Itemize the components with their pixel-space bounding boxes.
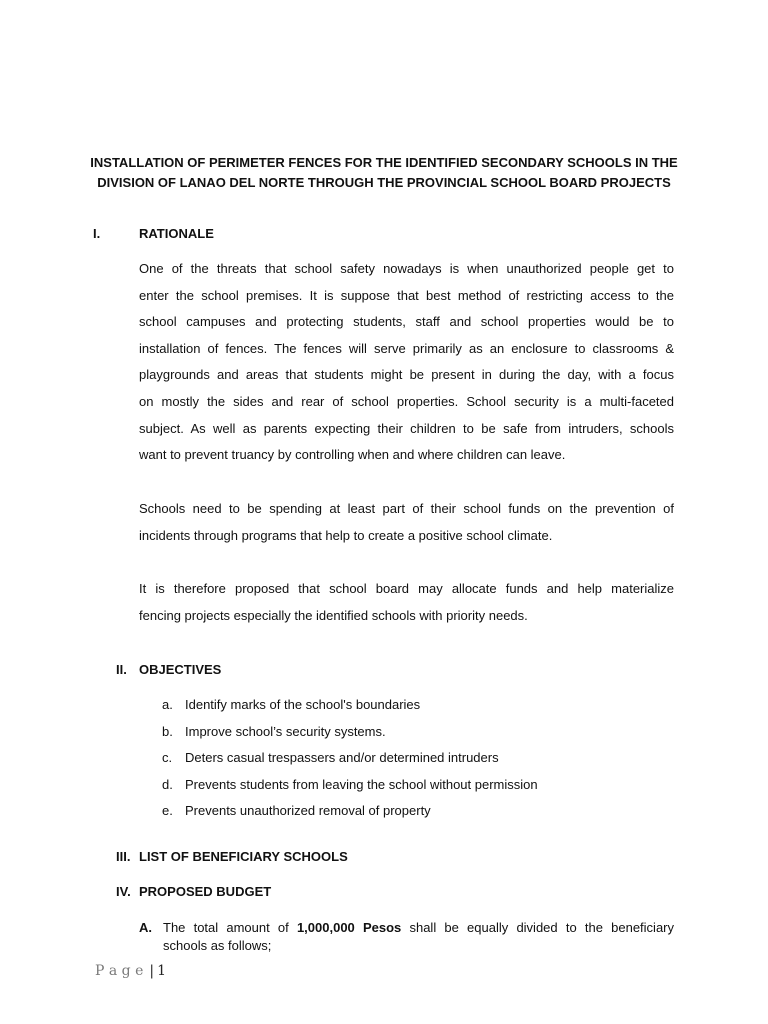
- document-title: [80, 153, 688, 193]
- paragraph-line: subject. As well as parents expecting their children to be safe from intruders, schools: [139, 420, 674, 436]
- paragraph-line: playgrounds and areas that students might be present in during the day, with a focus: [139, 367, 674, 383]
- budget-line-2: schools as follows;: [163, 938, 272, 953]
- list-marker: d.: [162, 776, 173, 792]
- section-title: LIST OF BENEFICIARY SCHOOLS: [139, 849, 348, 864]
- title-line-2: DIVISION OF LANAO DEL NORTE THROUGH THE PROVINCIAL SCHOOL BOARD PROJECTS: [97, 175, 671, 190]
- paragraph-line: It is therefore proposed that school board may allocate funds and help materialize: [139, 581, 674, 596]
- paragraph-line: incidents through programs that help to create a positive school climate.: [139, 527, 553, 543]
- page-label: P a g e: [95, 963, 144, 979]
- budget-text-before: The total amount of: [163, 920, 297, 935]
- list-item-text: Prevents unauthorized removal of property: [185, 803, 431, 818]
- budget-item: [139, 919, 674, 955]
- title-line-1: INSTALLATION OF PERIMETER FENCES FOR THE IDENTIFIED SECONDARY SCHOOLS IN THE: [90, 155, 678, 170]
- paragraph-line: enter the school premises. It is suppose that best method of restricting access to the: [139, 287, 674, 303]
- rationale-paragraph-3: [139, 576, 674, 629]
- list-marker: e.: [162, 803, 173, 818]
- list-item-text: Prevents students from leaving the school without permission: [185, 776, 538, 792]
- paragraph-line: on mostly the sides and rear of school properties. School security is a multi-faceted: [139, 393, 674, 409]
- list-item-text: Improve school’s security systems.: [185, 723, 386, 739]
- paragraph-line: want to prevent truancy by controlling when and where children can leave.: [139, 447, 566, 463]
- page-number: 1: [157, 963, 167, 979]
- rationale-paragraph-2: [139, 496, 674, 549]
- section-number: IV.: [116, 884, 131, 899]
- budget-line-1: [163, 919, 674, 937]
- budget-marker: A.: [139, 920, 152, 935]
- section-number: I.: [93, 226, 101, 241]
- list-item-text: Identify marks of the school's boundaries: [185, 697, 421, 712]
- budget-amount: 1,000,000 Pesos: [296, 920, 402, 935]
- section-title: PROPOSED BUDGET: [139, 884, 272, 899]
- page-footer: [95, 963, 166, 979]
- list-marker: b.: [162, 723, 173, 739]
- paragraph-line: fencing projects especially the identified schools with priority needs.: [139, 607, 528, 623]
- section-title: RATIONALE: [139, 226, 214, 241]
- section-title: OBJECTIVES: [139, 662, 222, 677]
- paragraph-line: Schools need to be spending at least part of their school funds on the prevention of: [139, 501, 674, 516]
- rationale-paragraph-1: [139, 256, 674, 469]
- list-item-text: Deters casual trespassers and/or determined intruders: [185, 750, 499, 765]
- list-marker: a.: [162, 697, 173, 712]
- paragraph-line: school campuses and protecting students, staff and school properties would be to: [139, 314, 674, 330]
- footer-separator: |: [149, 963, 155, 979]
- section-number: II.: [116, 662, 127, 677]
- paragraph-line: installation of fences. The fences will serve primarily as an enclosure to classrooms &: [139, 340, 674, 356]
- section-number: III.: [116, 849, 131, 864]
- list-marker: c.: [162, 750, 173, 765]
- paragraph-line: One of the threats that school safety nowadays is when unauthorized people get to: [139, 261, 674, 276]
- budget-text-after: shall be equally divided to the beneficiary: [401, 920, 674, 935]
